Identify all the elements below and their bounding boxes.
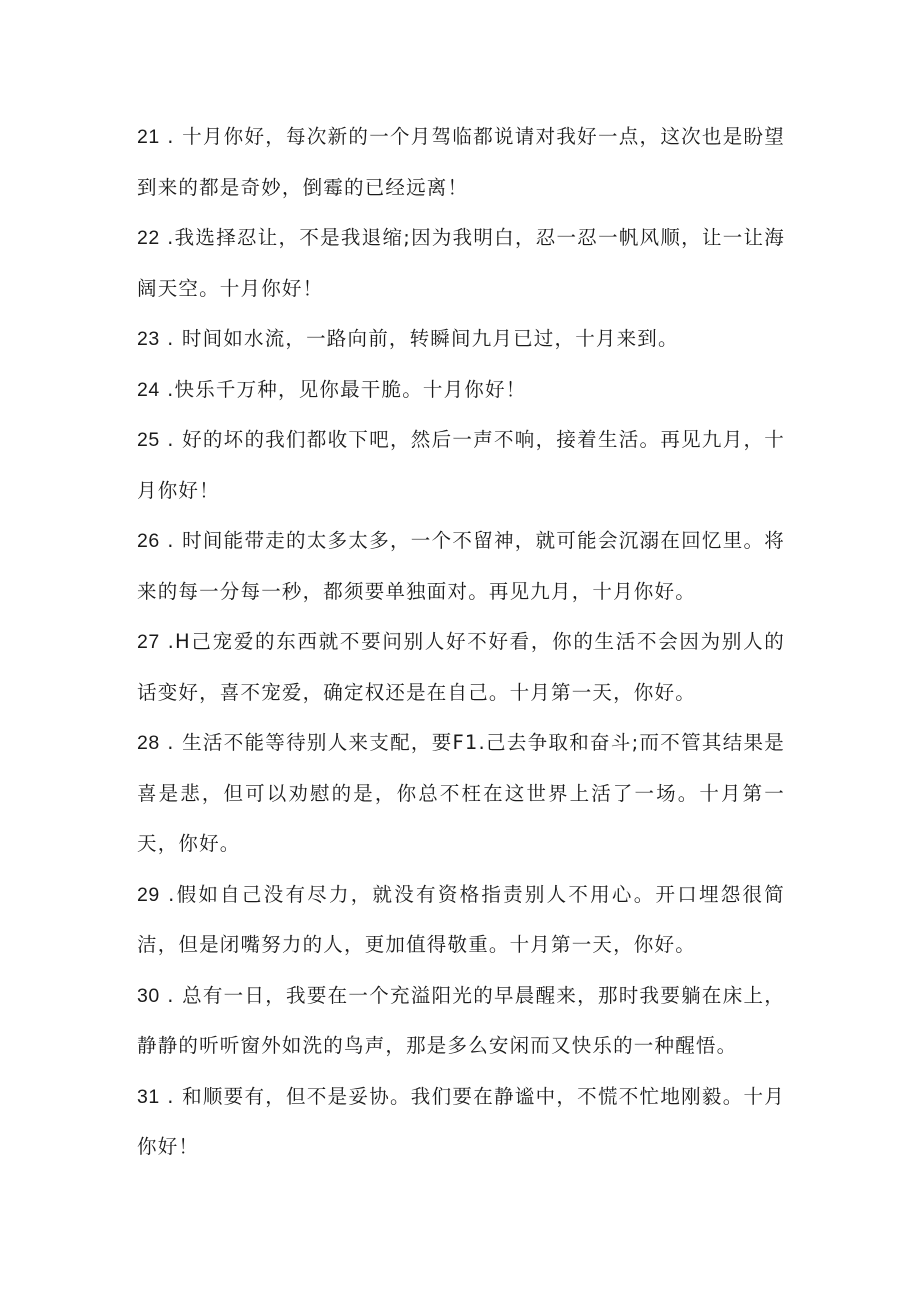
item-text: .我选择忍让，不是我退缩;因为我明白，忍一忍一帆风顺，让一让海阔天空。十月你好！ [137,226,785,300]
list-item [137,617,785,718]
list-item [137,516,785,617]
quote-list [137,112,785,1173]
item-number: 22 [137,227,160,249]
item-number: 27 [137,631,160,653]
list-item [137,213,785,314]
item-number: 26 [137,530,160,552]
item-text: .假如自己没有尽力，就没有资格指责别人不用心。开口埋怨很简洁，但是闭嘴努力的人，更加值得敬重。十月第一天，你好。 [137,882,785,956]
item-number: 30 [137,984,160,1007]
list-item [137,365,785,416]
list-item [137,112,785,213]
item-text: . 总有一日，我要在一个充溢阳光的早晨醒来，那时我要躺在床上，静静的听听窗外如洗的鸟声，那是多么安闲而又快乐的一种醒悟。 [137,983,785,1057]
item-number: 25 [137,429,160,451]
list-item [137,971,785,1072]
list-item [137,718,785,870]
list-item [137,1072,785,1173]
item-number: 21 [137,126,160,148]
item-text: . 生活不能等待别人来支配，要F1.己去争取和奋斗;而不管其结果是喜是悲，但可以劝慰的是，你总不枉在这世界上活了一场。十月第一天，你好。 [137,731,785,855]
item-text: . 和顺要有，但不是妥协。我们要在静谧中，不慌不忙地刚毅。十月你好！ [137,1084,785,1158]
list-item [137,415,785,516]
item-text: . 十月你好，每次新的一个月驾临都说请对我好一点，这次也是盼望到来的都是奇妙，倒霉的已经远离！ [137,125,785,199]
item-number: 28 [137,732,160,754]
item-number: 24 [137,378,160,401]
item-text: . 好的坏的我们都收下吧，然后一声不响，接着生活。再见九月，十月你好！ [137,428,785,502]
item-text: .H己宠爱的东西就不要问别人好不好看，你的生活不会因为别人的话变好，喜不宠爱，确定权还是在自己。十月第一天，你好。 [137,630,785,704]
item-number: 31 [137,1085,160,1108]
item-text: . 时间如水流，一路向前，转瞬间九月已过，十月来到。 [159,327,679,350]
list-item [137,870,785,971]
item-number: 23 [137,328,160,350]
item-number: 29 [137,883,160,906]
list-item [137,314,785,365]
item-text: .快乐千万种，见你最干脆。十月你好！ [159,377,527,401]
item-text: . 时间能带走的太多太多，一个不留神，就可能会沉溺在回忆里。将来的每一分每一秒，都须要单独面对。再见九月，十月你好。 [137,529,785,603]
